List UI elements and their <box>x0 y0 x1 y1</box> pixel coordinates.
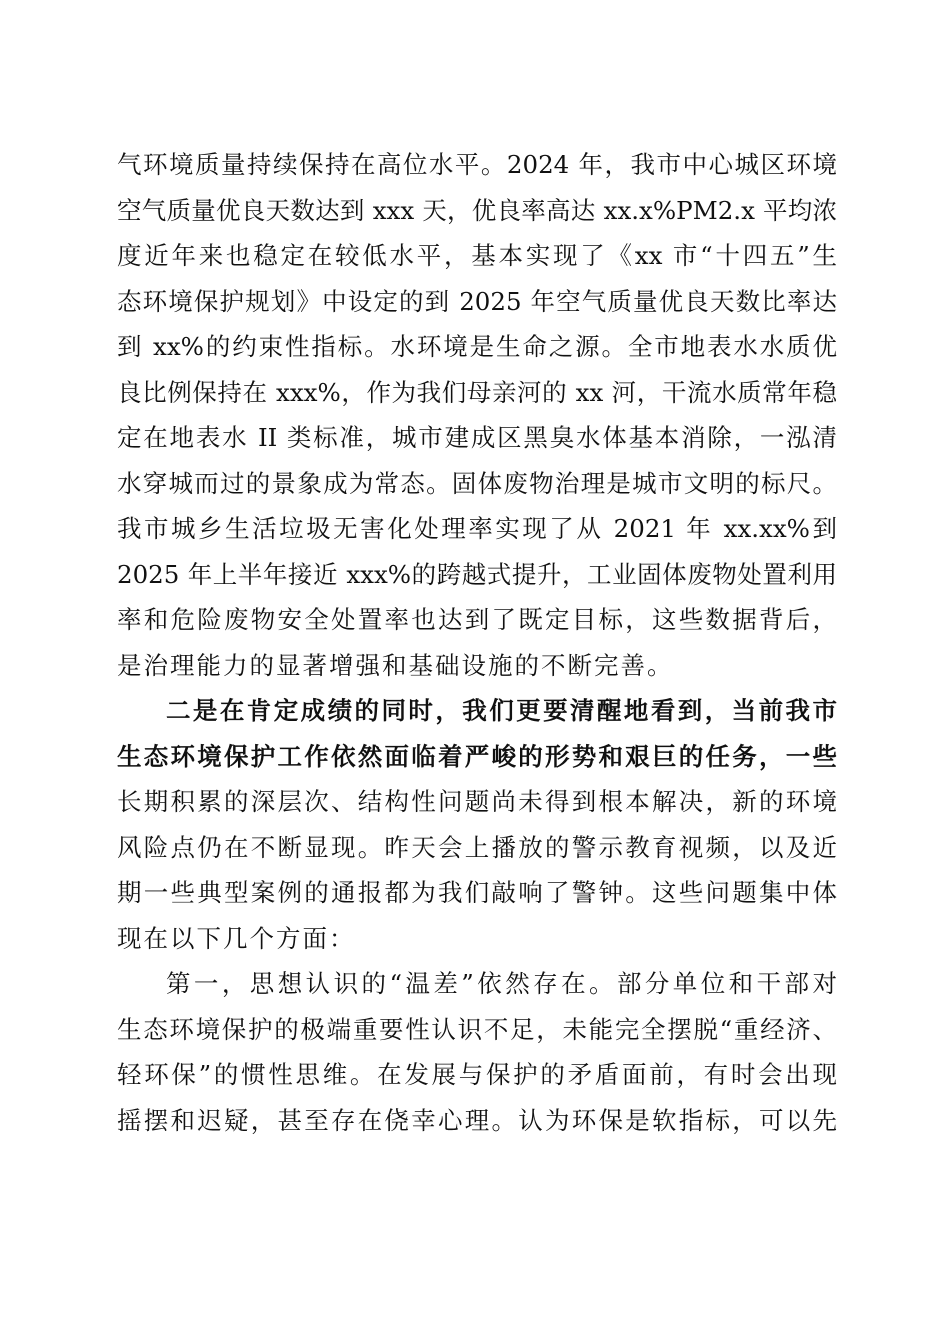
paragraph-line: 期一些典型案例的通报都为我们敲响了警钟。这些问题集中体 <box>117 878 837 907</box>
paragraph-line: 良比例保持在 xxx%，作为我们母亲河的 xx 河，干流水质常年稳 <box>117 377 837 407</box>
paragraph-line: 风险点仍在不断显现。昨天会上播放的警示教育视频，以及近 <box>117 832 837 862</box>
paragraph-line: 定在地表水 II 类标准，城市建成区黑臭水体基本消除，一泓清 <box>117 423 837 452</box>
paragraph-line: 是治理能力的显著增强和基础设施的不断完善。 <box>117 650 674 680</box>
paragraph-line: 摇摆和迟疑，甚至存在侥幸心理。认为环保是软指标，可以先 <box>117 1105 837 1135</box>
paragraph-line: 水穿城而过的景象成为常态。固体废物治理是城市文明的标尺。 <box>117 468 837 498</box>
paragraph-line: 二是在肯定成绩的同时，我们更要清醒地看到，当前我市 <box>166 696 837 725</box>
paragraph-line: 生态环境保护工作依然面临着严峻的形势和艰巨的任务，一些 <box>117 741 837 771</box>
paragraph-line: 空气质量优良天数达到 xxx 天，优良率高达 xx.x%PM2.x 平均浓 <box>117 195 837 225</box>
document-body <box>117 142 837 1143</box>
paragraph-line: 到 xx%的约束性指标。水环境是生命之源。全市地表水水质优 <box>117 332 837 361</box>
paragraph-line: 我市城乡生活垃圾无害化处理率实现了从 2021 年 xx.xx%到 <box>117 514 837 543</box>
paragraph-line: 态环境保护规划》中设定的到 2025 年空气质量优良天数比率达 <box>117 286 837 316</box>
paragraph-line: 2025 年上半年接近 xxx%的跨越式提升，工业固体废物处置利用 <box>117 559 837 589</box>
paragraph-line: 现在以下几个方面： <box>117 923 356 953</box>
paragraph-line: 生态环境保护的极端重要性认识不足，未能完全摆脱“重经济、 <box>117 1014 837 1044</box>
paragraph-line: 第一，思想认识的“温差”依然存在。部分单位和干部对 <box>166 969 837 998</box>
paragraph-line: 度近年来也稳定在较低水平，基本实现了《xx 市“十四五”生 <box>117 241 837 270</box>
paragraph-line: 长期积累的深层次、结构性问题尚未得到根本解决，新的环境 <box>117 787 837 816</box>
paragraph-line: 气环境质量持续保持在高位水平。2024 年，我市中心城区环境 <box>117 150 837 179</box>
paragraph-line: 率和危险废物安全处置率也达到了既定目标，这些数据背后， <box>117 605 837 634</box>
paragraph-3 <box>117 961 837 1143</box>
paragraph-1 <box>117 142 837 688</box>
paragraph-line: 轻环保”的惯性思维。在发展与保护的矛盾面前，有时会出现 <box>117 1060 837 1089</box>
paragraph-2 <box>117 688 837 961</box>
